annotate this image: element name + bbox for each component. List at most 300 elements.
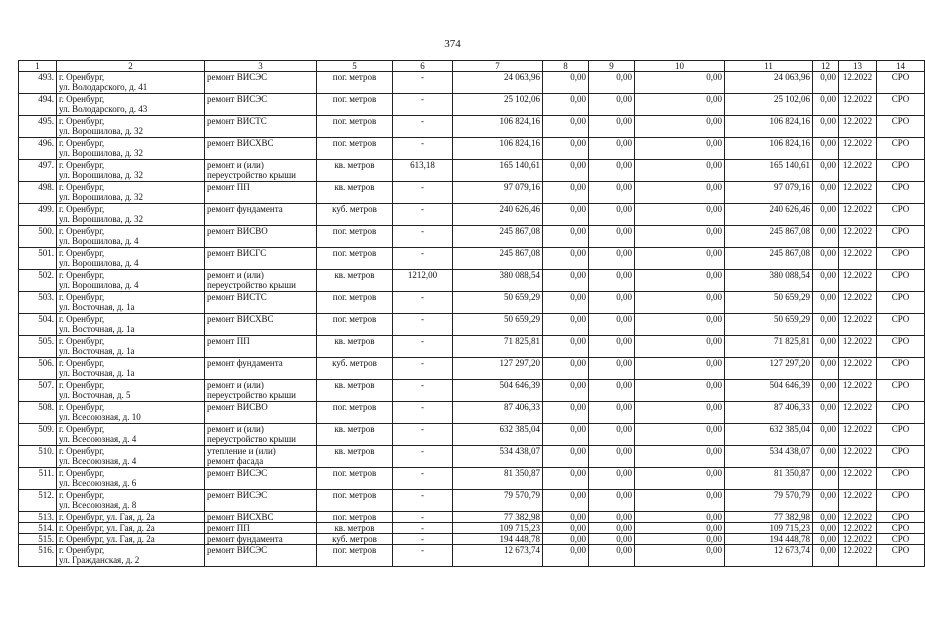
work-type-cell bbox=[205, 523, 317, 534]
area-cell: - bbox=[393, 446, 453, 468]
work-type-cell-line: переустройство крыши bbox=[207, 390, 296, 400]
value-cell: 0,00 bbox=[813, 270, 839, 292]
deadline-cell: 12.2022 bbox=[839, 94, 877, 116]
owner-funds-cell: 127 297,20 bbox=[725, 358, 813, 380]
table-row bbox=[19, 402, 925, 424]
total-cost-cell: 240 626,46 bbox=[453, 204, 543, 226]
value-cell: 0,00 bbox=[589, 490, 635, 512]
work-type-cell-line: ремонт ВИСЭС bbox=[207, 72, 268, 82]
total-cost-cell: 24 063,96 bbox=[453, 72, 543, 94]
fund-type-cell: СРО bbox=[877, 468, 925, 490]
value-cell: 0,00 bbox=[589, 292, 635, 314]
total-cost-cell: 165 140,61 bbox=[453, 160, 543, 182]
unit-cell: пог. метров bbox=[317, 314, 393, 336]
area-cell: - bbox=[393, 226, 453, 248]
value-cell: 0,00 bbox=[635, 138, 725, 160]
value-cell: 0,00 bbox=[635, 160, 725, 182]
value-cell: 0,00 bbox=[813, 248, 839, 270]
value-cell: 0,00 bbox=[543, 248, 589, 270]
column-header: 9 bbox=[589, 61, 635, 72]
address-cell bbox=[57, 446, 205, 468]
value-cell: 0,00 bbox=[813, 116, 839, 138]
value-cell: 0,00 bbox=[589, 314, 635, 336]
area-cell: - bbox=[393, 545, 453, 567]
deadline-cell: 12.2022 bbox=[839, 468, 877, 490]
work-type-cell-line: ремонт ВИСТС bbox=[207, 292, 267, 302]
value-cell: 0,00 bbox=[635, 380, 725, 402]
address-cell-line: ул. Ворошилова, д. 4 bbox=[59, 236, 139, 246]
fund-type-cell: СРО bbox=[877, 138, 925, 160]
row-number: 510. bbox=[19, 446, 57, 468]
work-type-cell-line: ремонт ВИСТС bbox=[207, 116, 267, 126]
column-header: 10 bbox=[635, 61, 725, 72]
deadline-cell: 12.2022 bbox=[839, 534, 877, 545]
address-cell bbox=[57, 402, 205, 424]
page-number: 374 bbox=[444, 38, 461, 50]
unit-cell: куб. метров bbox=[317, 204, 393, 226]
owner-funds-cell: 81 350,87 bbox=[725, 468, 813, 490]
total-cost-cell: 25 102,06 bbox=[453, 94, 543, 116]
total-cost-cell: 380 088,54 bbox=[453, 270, 543, 292]
address-cell-line: г. Оренбург, bbox=[59, 446, 105, 456]
address-cell bbox=[57, 424, 205, 446]
address-cell bbox=[57, 545, 205, 567]
address-cell-line: г. Оренбург, bbox=[59, 314, 105, 324]
table-row bbox=[19, 468, 925, 490]
area-cell: - bbox=[393, 468, 453, 490]
value-cell: 0,00 bbox=[589, 545, 635, 567]
deadline-cell: 12.2022 bbox=[839, 446, 877, 468]
address-cell bbox=[57, 248, 205, 270]
value-cell: 0,00 bbox=[813, 336, 839, 358]
address-cell-line: г. Оренбург, bbox=[59, 380, 105, 390]
fund-type-cell: СРО bbox=[877, 358, 925, 380]
area-cell: - bbox=[393, 204, 453, 226]
work-type-cell bbox=[205, 94, 317, 116]
fund-type-cell: СРО bbox=[877, 336, 925, 358]
row-number: 507. bbox=[19, 380, 57, 402]
work-type-cell-line: ремонт ВИСХВС bbox=[207, 314, 274, 324]
work-type-cell bbox=[205, 534, 317, 545]
row-number: 494. bbox=[19, 94, 57, 116]
address-cell-line: г. Оренбург, bbox=[59, 116, 105, 126]
total-cost-cell: 632 385,04 bbox=[453, 424, 543, 446]
value-cell: 0,00 bbox=[635, 446, 725, 468]
area-cell: - bbox=[393, 424, 453, 446]
value-cell: 0,00 bbox=[813, 402, 839, 424]
value-cell: 0,00 bbox=[813, 534, 839, 545]
deadline-cell: 12.2022 bbox=[839, 402, 877, 424]
work-type-cell bbox=[205, 446, 317, 468]
value-cell: 0,00 bbox=[543, 336, 589, 358]
owner-funds-cell: 632 385,04 bbox=[725, 424, 813, 446]
table-row bbox=[19, 138, 925, 160]
column-header: 3 bbox=[205, 61, 317, 72]
value-cell: 0,00 bbox=[635, 490, 725, 512]
address-cell-line: г. Оренбург, bbox=[59, 468, 105, 478]
work-type-cell bbox=[205, 72, 317, 94]
work-type-cell-line: переустройство крыши bbox=[207, 280, 296, 290]
work-type-cell bbox=[205, 336, 317, 358]
value-cell: 0,00 bbox=[543, 380, 589, 402]
fund-type-cell: СРО bbox=[877, 72, 925, 94]
total-cost-cell: 534 438,07 bbox=[453, 446, 543, 468]
value-cell: 0,00 bbox=[589, 534, 635, 545]
row-number: 512. bbox=[19, 490, 57, 512]
address-cell-line: г. Оренбург, bbox=[59, 182, 105, 192]
address-cell-line: ул. Ворошилова, д. 32 bbox=[59, 126, 144, 136]
unit-cell: кв. метров bbox=[317, 160, 393, 182]
row-number: 508. bbox=[19, 402, 57, 424]
value-cell: 0,00 bbox=[589, 468, 635, 490]
owner-funds-cell: 79 570,79 bbox=[725, 490, 813, 512]
deadline-cell: 12.2022 bbox=[839, 270, 877, 292]
address-cell-line: г. Оренбург, bbox=[59, 248, 105, 258]
table-row bbox=[19, 523, 925, 534]
deadline-cell: 12.2022 bbox=[839, 160, 877, 182]
value-cell: 0,00 bbox=[635, 116, 725, 138]
address-cell-line: ул. Володарского, д. 43 bbox=[59, 104, 148, 114]
address-cell-line: г. Оренбург, bbox=[59, 72, 105, 82]
address-cell bbox=[57, 204, 205, 226]
address-cell bbox=[57, 226, 205, 248]
fund-type-cell: СРО bbox=[877, 523, 925, 534]
work-type-cell bbox=[205, 402, 317, 424]
area-cell: - bbox=[393, 116, 453, 138]
work-type-cell bbox=[205, 490, 317, 512]
unit-cell: пог. метров bbox=[317, 468, 393, 490]
fund-type-cell: СРО bbox=[877, 314, 925, 336]
value-cell: 0,00 bbox=[589, 94, 635, 116]
address-cell-line: г. Оренбург, bbox=[59, 292, 105, 302]
total-cost-cell: 97 079,16 bbox=[453, 182, 543, 204]
address-cell-line: г. Оренбург, bbox=[59, 545, 105, 555]
work-type-cell bbox=[205, 138, 317, 160]
fund-type-cell: СРО bbox=[877, 402, 925, 424]
address-cell-line: ул. Ворошилова, д. 32 bbox=[59, 148, 144, 158]
value-cell: 0,00 bbox=[635, 270, 725, 292]
address-cell-line: г. Оренбург, bbox=[59, 138, 105, 148]
value-cell: 0,00 bbox=[635, 468, 725, 490]
value-cell: 0,00 bbox=[589, 248, 635, 270]
value-cell: 0,00 bbox=[635, 358, 725, 380]
value-cell: 0,00 bbox=[589, 138, 635, 160]
address-cell-line: ул. Восточная, д. 1а bbox=[59, 346, 135, 356]
fund-type-cell: СРО bbox=[877, 116, 925, 138]
address-cell bbox=[57, 358, 205, 380]
column-header: 7 bbox=[453, 61, 543, 72]
table-row bbox=[19, 545, 925, 567]
owner-funds-cell: 245 867,08 bbox=[725, 226, 813, 248]
fund-type-cell: СРО bbox=[877, 182, 925, 204]
table-row bbox=[19, 490, 925, 512]
work-type-cell-line: ремонт фундамента bbox=[207, 204, 283, 214]
row-number: 499. bbox=[19, 204, 57, 226]
address-cell bbox=[57, 314, 205, 336]
total-cost-cell: 87 406,33 bbox=[453, 402, 543, 424]
area-cell: - bbox=[393, 534, 453, 545]
work-type-cell bbox=[205, 248, 317, 270]
value-cell: 0,00 bbox=[813, 545, 839, 567]
table-row bbox=[19, 204, 925, 226]
row-number: 504. bbox=[19, 314, 57, 336]
address-cell-line: ул. Всесоюзная, д. 4 bbox=[59, 434, 137, 444]
owner-funds-cell: 50 659,29 bbox=[725, 314, 813, 336]
value-cell: 0,00 bbox=[543, 226, 589, 248]
value-cell: 0,00 bbox=[635, 534, 725, 545]
row-number: 501. bbox=[19, 248, 57, 270]
value-cell: 0,00 bbox=[589, 402, 635, 424]
work-type-cell bbox=[205, 182, 317, 204]
value-cell: 0,00 bbox=[813, 512, 839, 523]
address-cell bbox=[57, 512, 205, 523]
value-cell: 0,00 bbox=[543, 160, 589, 182]
deadline-cell: 12.2022 bbox=[839, 204, 877, 226]
work-type-cell-line: ремонт ВИСЭС bbox=[207, 490, 268, 500]
total-cost-cell: 245 867,08 bbox=[453, 248, 543, 270]
work-type-cell bbox=[205, 292, 317, 314]
value-cell: 0,00 bbox=[543, 138, 589, 160]
area-cell: - bbox=[393, 512, 453, 523]
unit-cell: кв. метров bbox=[317, 424, 393, 446]
work-type-cell-line: ремонт ПП bbox=[207, 182, 250, 192]
column-header: 6 bbox=[393, 61, 453, 72]
value-cell: 0,00 bbox=[543, 182, 589, 204]
owner-funds-cell: 165 140,61 bbox=[725, 160, 813, 182]
deadline-cell: 12.2022 bbox=[839, 314, 877, 336]
value-cell: 0,00 bbox=[813, 424, 839, 446]
owner-funds-cell: 77 382,98 bbox=[725, 512, 813, 523]
value-cell: 0,00 bbox=[635, 336, 725, 358]
value-cell: 0,00 bbox=[543, 468, 589, 490]
total-cost-cell: 109 715,23 bbox=[453, 523, 543, 534]
row-number: 511. bbox=[19, 468, 57, 490]
value-cell: 0,00 bbox=[635, 94, 725, 116]
row-number: 516. bbox=[19, 545, 57, 567]
value-cell: 0,00 bbox=[635, 248, 725, 270]
total-cost-cell: 50 659,29 bbox=[453, 292, 543, 314]
value-cell: 0,00 bbox=[813, 490, 839, 512]
owner-funds-cell: 504 646,39 bbox=[725, 380, 813, 402]
unit-cell: кв. метров bbox=[317, 523, 393, 534]
work-type-cell bbox=[205, 424, 317, 446]
value-cell: 0,00 bbox=[543, 116, 589, 138]
row-number: 495. bbox=[19, 116, 57, 138]
deadline-cell: 12.2022 bbox=[839, 72, 877, 94]
owner-funds-cell: 109 715,23 bbox=[725, 523, 813, 534]
value-cell: 0,00 bbox=[589, 226, 635, 248]
row-number: 514. bbox=[19, 523, 57, 534]
value-cell: 0,00 bbox=[589, 446, 635, 468]
unit-cell: пог. метров bbox=[317, 116, 393, 138]
address-cell bbox=[57, 94, 205, 116]
address-cell-line: г. Оренбург, ул. Гая, д. 2а bbox=[59, 512, 155, 522]
total-cost-cell: 245 867,08 bbox=[453, 226, 543, 248]
fund-type-cell: СРО bbox=[877, 248, 925, 270]
row-number: 509. bbox=[19, 424, 57, 446]
work-type-cell-line: переустройство крыши bbox=[207, 170, 296, 180]
area-cell: - bbox=[393, 402, 453, 424]
unit-cell: куб. метров bbox=[317, 358, 393, 380]
address-cell bbox=[57, 116, 205, 138]
area-cell: - bbox=[393, 380, 453, 402]
deadline-cell: 12.2022 bbox=[839, 523, 877, 534]
table-row bbox=[19, 292, 925, 314]
address-cell-line: г. Оренбург, bbox=[59, 490, 105, 500]
deadline-cell: 12.2022 bbox=[839, 380, 877, 402]
total-cost-cell: 194 448,78 bbox=[453, 534, 543, 545]
work-type-cell bbox=[205, 314, 317, 336]
deadline-cell: 12.2022 bbox=[839, 226, 877, 248]
total-cost-cell: 12 673,74 bbox=[453, 545, 543, 567]
address-cell-line: ул. Ворошилова, д. 4 bbox=[59, 258, 139, 268]
total-cost-cell: 50 659,29 bbox=[453, 314, 543, 336]
deadline-cell: 12.2022 bbox=[839, 336, 877, 358]
deadline-cell: 12.2022 bbox=[839, 292, 877, 314]
row-number: 497. bbox=[19, 160, 57, 182]
fund-type-cell: СРО bbox=[877, 534, 925, 545]
value-cell: 0,00 bbox=[635, 204, 725, 226]
owner-funds-cell: 240 626,46 bbox=[725, 204, 813, 226]
row-number: 503. bbox=[19, 292, 57, 314]
value-cell: 0,00 bbox=[543, 72, 589, 94]
deadline-cell: 12.2022 bbox=[839, 512, 877, 523]
register-table bbox=[18, 60, 925, 567]
unit-cell: пог. метров bbox=[317, 545, 393, 567]
value-cell: 0,00 bbox=[813, 468, 839, 490]
total-cost-cell: 81 350,87 bbox=[453, 468, 543, 490]
value-cell: 0,00 bbox=[813, 72, 839, 94]
address-cell-line: г. Оренбург, bbox=[59, 336, 105, 346]
owner-funds-cell: 50 659,29 bbox=[725, 292, 813, 314]
fund-type-cell: СРО bbox=[877, 512, 925, 523]
fund-type-cell: СРО bbox=[877, 270, 925, 292]
value-cell: 0,00 bbox=[813, 523, 839, 534]
work-type-cell-line: ремонт ВИСХВС bbox=[207, 138, 274, 148]
unit-cell: куб. метров bbox=[317, 534, 393, 545]
value-cell: 0,00 bbox=[635, 512, 725, 523]
unit-cell: пог. метров bbox=[317, 248, 393, 270]
fund-type-cell: СРО bbox=[877, 160, 925, 182]
value-cell: 0,00 bbox=[813, 446, 839, 468]
total-cost-cell: 71 825,81 bbox=[453, 336, 543, 358]
row-number: 500. bbox=[19, 226, 57, 248]
total-cost-cell: 79 570,79 bbox=[453, 490, 543, 512]
address-cell-line: г. Оренбург, ул. Гая, д. 2а bbox=[59, 523, 155, 533]
value-cell: 0,00 bbox=[589, 204, 635, 226]
column-header: 14 bbox=[877, 61, 925, 72]
value-cell: 0,00 bbox=[543, 358, 589, 380]
table-row bbox=[19, 358, 925, 380]
value-cell: 0,00 bbox=[635, 72, 725, 94]
value-cell: 0,00 bbox=[813, 358, 839, 380]
area-cell: - bbox=[393, 292, 453, 314]
area-cell: - bbox=[393, 138, 453, 160]
fund-type-cell: СРО bbox=[877, 94, 925, 116]
row-number: 498. bbox=[19, 182, 57, 204]
address-cell-line: ул. Всесоюзная, д. 10 bbox=[59, 412, 141, 422]
column-number-row bbox=[19, 61, 925, 72]
unit-cell: пог. метров bbox=[317, 512, 393, 523]
owner-funds-cell: 380 088,54 bbox=[725, 270, 813, 292]
value-cell: 0,00 bbox=[813, 160, 839, 182]
value-cell: 0,00 bbox=[813, 182, 839, 204]
table-row bbox=[19, 160, 925, 182]
row-number: 502. bbox=[19, 270, 57, 292]
value-cell: 0,00 bbox=[635, 226, 725, 248]
value-cell: 0,00 bbox=[589, 182, 635, 204]
value-cell: 0,00 bbox=[589, 523, 635, 534]
address-cell bbox=[57, 490, 205, 512]
total-cost-cell: 106 824,16 bbox=[453, 116, 543, 138]
table-body bbox=[19, 72, 925, 567]
owner-funds-cell: 194 448,78 bbox=[725, 534, 813, 545]
unit-cell: пог. метров bbox=[317, 402, 393, 424]
address-cell-line: г. Оренбург, bbox=[59, 226, 105, 236]
column-header: 8 bbox=[543, 61, 589, 72]
address-cell-line: ул. Восточная, д. 1а bbox=[59, 368, 135, 378]
unit-cell: пог. метров bbox=[317, 72, 393, 94]
address-cell bbox=[57, 468, 205, 490]
address-cell bbox=[57, 292, 205, 314]
work-type-cell bbox=[205, 468, 317, 490]
address-cell-line: г. Оренбург, bbox=[59, 204, 105, 214]
total-cost-cell: 127 297,20 bbox=[453, 358, 543, 380]
address-cell-line: г. Оренбург, bbox=[59, 358, 105, 368]
deadline-cell: 12.2022 bbox=[839, 358, 877, 380]
unit-cell: кв. метров bbox=[317, 182, 393, 204]
owner-funds-cell: 97 079,16 bbox=[725, 182, 813, 204]
area-cell: - bbox=[393, 358, 453, 380]
address-cell-line: ул. Ворошилова, д. 32 bbox=[59, 214, 144, 224]
value-cell: 0,00 bbox=[589, 160, 635, 182]
value-cell: 0,00 bbox=[543, 446, 589, 468]
work-type-cell bbox=[205, 270, 317, 292]
unit-cell: кв. метров bbox=[317, 270, 393, 292]
address-cell-line: ул. Всесоюзная, д. 4 bbox=[59, 456, 137, 466]
address-cell bbox=[57, 336, 205, 358]
work-type-cell-line: ремонт ВИСЭС bbox=[207, 468, 268, 478]
unit-cell: пог. метров bbox=[317, 94, 393, 116]
table-row bbox=[19, 270, 925, 292]
address-cell-line: ул. Всесоюзная, д. 6 bbox=[59, 478, 137, 488]
area-cell: - bbox=[393, 314, 453, 336]
work-type-cell-line: ремонт ВИСЭС bbox=[207, 94, 268, 104]
fund-type-cell: СРО bbox=[877, 490, 925, 512]
address-cell-line: ул. Ворошилова, д. 4 bbox=[59, 280, 139, 290]
row-number: 505. bbox=[19, 336, 57, 358]
address-cell bbox=[57, 523, 205, 534]
address-cell-line: г. Оренбург, bbox=[59, 402, 105, 412]
total-cost-cell: 106 824,16 bbox=[453, 138, 543, 160]
owner-funds-cell: 25 102,06 bbox=[725, 94, 813, 116]
deadline-cell: 12.2022 bbox=[839, 424, 877, 446]
value-cell: 0,00 bbox=[589, 512, 635, 523]
work-type-cell bbox=[205, 380, 317, 402]
value-cell: 0,00 bbox=[813, 94, 839, 116]
work-type-cell bbox=[205, 226, 317, 248]
work-type-cell bbox=[205, 160, 317, 182]
value-cell: 0,00 bbox=[543, 424, 589, 446]
work-type-cell-line: утепление и (или) bbox=[207, 446, 276, 456]
area-cell: - bbox=[393, 72, 453, 94]
value-cell: 0,00 bbox=[589, 380, 635, 402]
value-cell: 0,00 bbox=[543, 545, 589, 567]
table-row bbox=[19, 226, 925, 248]
value-cell: 0,00 bbox=[543, 292, 589, 314]
value-cell: 0,00 bbox=[813, 226, 839, 248]
column-header: 12 bbox=[813, 61, 839, 72]
